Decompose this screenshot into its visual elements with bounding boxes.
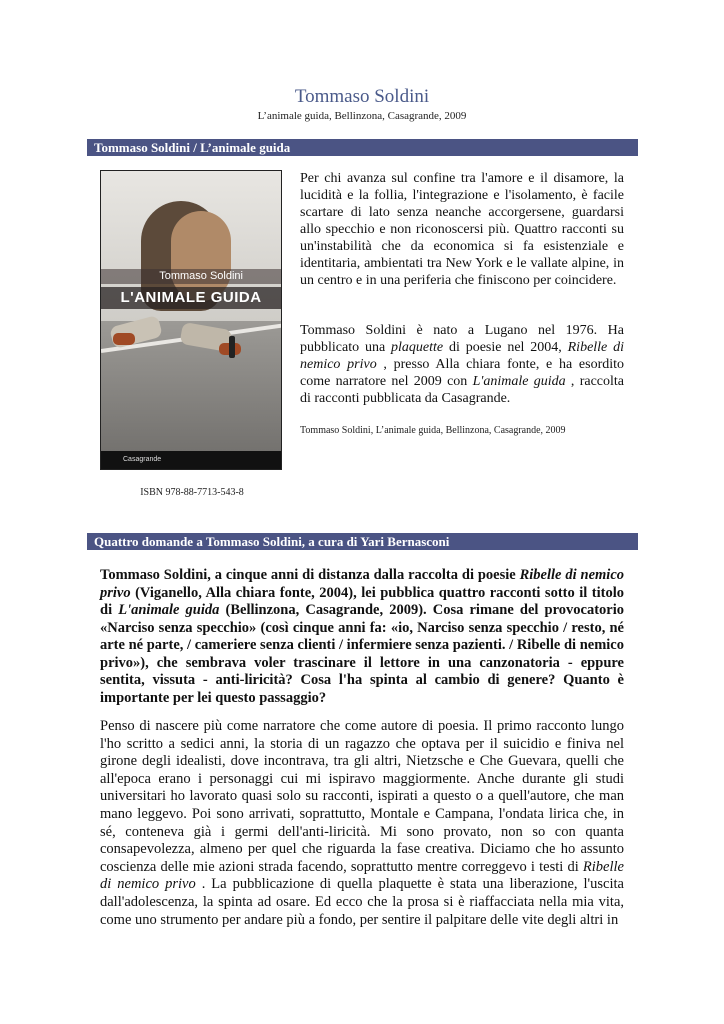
text-span: . La pubblicazione di quella plaquette è stata una liberazione, l'uscita dall'adolescenza, la spinta ad osare. Ed ecco che la prosa si è riaffacciata nella mia vita, come uno strumento per andare più a fondo, per sentire il palpitare delle vite degli altri in: [100, 876, 624, 928]
italic-span: Ribelle di nemico privo: [300, 340, 625, 372]
italic-span: L'animale guida: [472, 374, 566, 389]
italic-span: L'animale guida: [118, 602, 220, 618]
page-title: Tommaso Soldini: [294, 86, 430, 107]
cover-shoe: [113, 333, 135, 345]
text-span: Tommaso Soldini, a cinque anni di distanza dalla raccolta di poesie: [100, 567, 520, 583]
interview-question: [100, 567, 624, 707]
text-span: di poesie nel 2004,: [443, 340, 568, 355]
text-span: (Bellinzona, Casagrande, 2009). Cosa rimane del provocatorio «Narciso senza specchio» (così cinque anni fa: «io, Narciso senza specchio / resto, né arte né parte, / cameriere senza clienti / infermiere senza pazienti. / Ribelle di nemico privo»), che sembrava voler trascinare il lettore in una canzonatoria - eppure sentita, vissuta - anti-liricità? Cosa l'ha spinta al cambio di genere? Quanto è importante per lei questo passaggio?: [100, 602, 625, 706]
section-heading-interview: Quattro domande a Tommaso Soldini, a cura di Yari Bernasconi: [87, 533, 638, 550]
cover-publisher: Casagrande: [101, 451, 281, 469]
cover-title: L'ANIMALE GUIDA: [101, 287, 281, 309]
isbn: ISBN 978-88-7713-543-8: [140, 487, 244, 498]
interview-answer: [100, 718, 624, 928]
author-bio: [300, 322, 624, 407]
italic-span: Ribelle di nemico privo: [100, 858, 624, 893]
page-subtitle: L’animale guida, Bellinzona, Casagrande, 2009: [257, 110, 467, 122]
italic-span: plaquette: [391, 340, 444, 355]
cover-author: Tommaso Soldini: [101, 269, 281, 284]
text-span: Tommaso Soldini è nato a Lugano nel 1976. Ha pubblicato una: [300, 323, 624, 355]
cover-bottle: [229, 336, 235, 358]
text-span: (Viganello, Alla chiara fonte, 2004), lei pubblica quattro racconti sotto il titolo di: [100, 584, 624, 618]
section-heading-book: Tommaso Soldini / L’animale guida: [87, 139, 638, 156]
book-description: Per chi avanza sul confine tra l'amore e il disamore, la lucidità e la follia, l'integrazione e l'isolamento, è facile scartare di lato senza neanche accorgersene, guardarsi allo specchio e non riconoscersi più. Quattro racconti su un'instabilità che da economica si fa esistenziale e identitaria, ambientati tra New York e le vallate alpine, in un centro e in una periferia che finiscono per coincidere.: [300, 171, 624, 288]
citation: Tommaso Soldini, L’animale guida, Bellinzona, Casagrande, 2009: [300, 425, 566, 436]
italic-span: Ribelle di nemico privo: [100, 567, 624, 601]
text-span: , presso Alla chiara fonte, e ha esordito come narratore nel 2009 con: [300, 357, 625, 389]
text-span: Penso di nascere più come narratore che come autore di poesia. Il primo racconto lungo l'ho scritto a sedici anni, la storia di un ragazzo che optava per il suicidio e finiva nel girone degli idealisti, dove incontrava, tra gli altri, Nietzsche e Che Guevara, quelli che all'epoca erano i personaggi cui mi ispiravo maggiormente. Anche durante gli studi universitari ho lavorato quasi solo su racconti, ispirati a questo o a quell'autore, che man mano leggevo. Poi sono arrivati, soprattutto, Montale e Campana, l'ondata lirica che, in sé, conteneva già i germi dell'anti-liricità. Mi sono provato, non so con quanta consapevolezza, almeno per quel che riguarda la fase creativa. Diciamo che ho assunto coscienza delle mie azioni strada facendo, soprattutto mentre correggevo i testi di: [100, 718, 624, 875]
text-span: , raccolta di racconti pubblicata da Casagrande.: [300, 374, 625, 406]
book-cover-image: [100, 170, 282, 470]
